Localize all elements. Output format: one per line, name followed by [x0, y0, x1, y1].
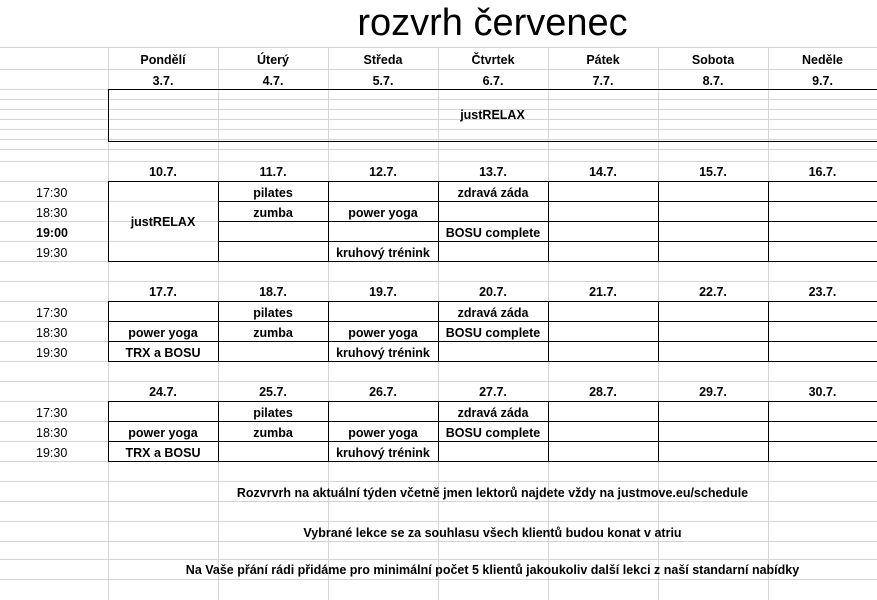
class-cell: zumba [253, 206, 293, 220]
date-cell: 7.7. [592, 74, 614, 88]
class-cell: kruhový trénink [336, 446, 430, 460]
border-line [658, 181, 659, 262]
class-cell: pilates [253, 406, 293, 420]
date-cell: 21.7. [589, 285, 617, 299]
class-cell: pilates [253, 306, 293, 320]
class-cell: power yoga [348, 426, 418, 440]
border-line [108, 461, 877, 462]
border-line [548, 301, 549, 362]
time-label: 18:30 [36, 426, 68, 440]
border-line [768, 401, 769, 462]
day-header: Středa [363, 53, 403, 67]
class-cell: kruhový trénink [336, 346, 430, 360]
border-line [768, 181, 769, 262]
time-label: 18:30 [36, 326, 68, 340]
border-line [108, 141, 877, 142]
day-header: Pondělí [140, 53, 186, 67]
class-cell: BOSU complete [445, 426, 541, 440]
date-cell: 11.7. [259, 165, 287, 179]
class-cell: power yoga [128, 426, 198, 440]
merged-monday-cell: justRELAX [130, 215, 196, 229]
date-cell: 4.7. [262, 74, 284, 88]
date-cell: 16.7. [808, 165, 837, 179]
date-cell: 3.7. [152, 74, 174, 88]
time-label: 18:30 [36, 206, 68, 220]
date-cell: 17.7. [149, 285, 177, 299]
class-cell: zdravá záda [457, 406, 529, 420]
note-extra-lessons: Na Vaše přání rádi přidáme pro minimální počet 5 klientů jakoukoliv další lekci z naší standarní nabídky [185, 563, 800, 577]
class-cell: pilates [253, 186, 293, 200]
week1-banner: justRELAX [460, 108, 525, 122]
date-cell: 28.7. [589, 385, 617, 399]
time-label: 19:30 [36, 446, 68, 460]
date-cell: 24.7. [149, 385, 177, 399]
time-label: 19:30 [36, 346, 68, 360]
class-cell: power yoga [128, 326, 198, 340]
class-cell: zdravá záda [457, 306, 529, 320]
class-cell: kruhový trénink [336, 246, 430, 260]
note-atrium: Vybrané lekce se za souhlasu všech klientů budou konat v atriu [303, 526, 682, 540]
date-cell: 13.7. [479, 165, 507, 179]
date-cell: 26.7. [369, 385, 397, 399]
date-cell: 18.7. [259, 285, 287, 299]
class-cell: zumba [253, 326, 293, 340]
day-header: Čtvrtek [471, 53, 515, 67]
date-cell: 8.7. [702, 74, 724, 88]
class-cell: BOSU complete [445, 326, 541, 340]
day-header: Neděle [802, 53, 843, 67]
day-header: Úterý [257, 53, 289, 67]
border-line [658, 401, 659, 462]
time-label: 17:30 [36, 186, 68, 200]
day-header: Pátek [586, 53, 620, 67]
date-cell: 20.7. [479, 285, 507, 299]
border-line [548, 401, 549, 462]
border-line [108, 361, 877, 362]
border-line [658, 301, 659, 362]
date-cell: 14.7. [589, 165, 617, 179]
day-header: Sobota [691, 53, 735, 67]
border-line [548, 181, 549, 262]
time-label: 17:30 [36, 406, 68, 420]
time-label: 19:00 [36, 226, 68, 240]
border-line [768, 301, 769, 362]
date-cell: 22.7. [699, 285, 727, 299]
page-title: rozvrh červenec [357, 2, 628, 44]
border-line [108, 261, 877, 262]
class-cell: zdravá záda [457, 186, 529, 200]
date-cell: 12.7. [369, 165, 397, 179]
class-cell: power yoga [348, 206, 418, 220]
note-schedule-link: Rozvrvrh na aktuální týden včetně jmen lektorů najdete vždy na justmove.eu/schedule [236, 486, 749, 500]
date-cell: 10.7. [149, 165, 177, 179]
date-cell: 6.7. [482, 74, 504, 88]
date-cell: 27.7. [479, 385, 507, 399]
class-cell: BOSU complete [445, 226, 541, 240]
time-label: 17:30 [36, 306, 68, 320]
date-cell: 29.7. [699, 385, 727, 399]
class-cell: TRX a BOSU [125, 446, 201, 460]
class-cell: TRX a BOSU [125, 346, 201, 360]
time-label: 19:30 [36, 246, 68, 260]
class-cell: power yoga [348, 326, 418, 340]
class-cell: zumba [253, 426, 293, 440]
date-cell: 15.7. [699, 165, 727, 179]
date-cell: 9.7. [812, 74, 833, 88]
date-cell: 23.7. [808, 285, 837, 299]
date-cell: 5.7. [372, 74, 394, 88]
date-cell: 25.7. [259, 385, 287, 399]
date-cell: 19.7. [369, 285, 397, 299]
date-cell: 30.7. [808, 385, 837, 399]
